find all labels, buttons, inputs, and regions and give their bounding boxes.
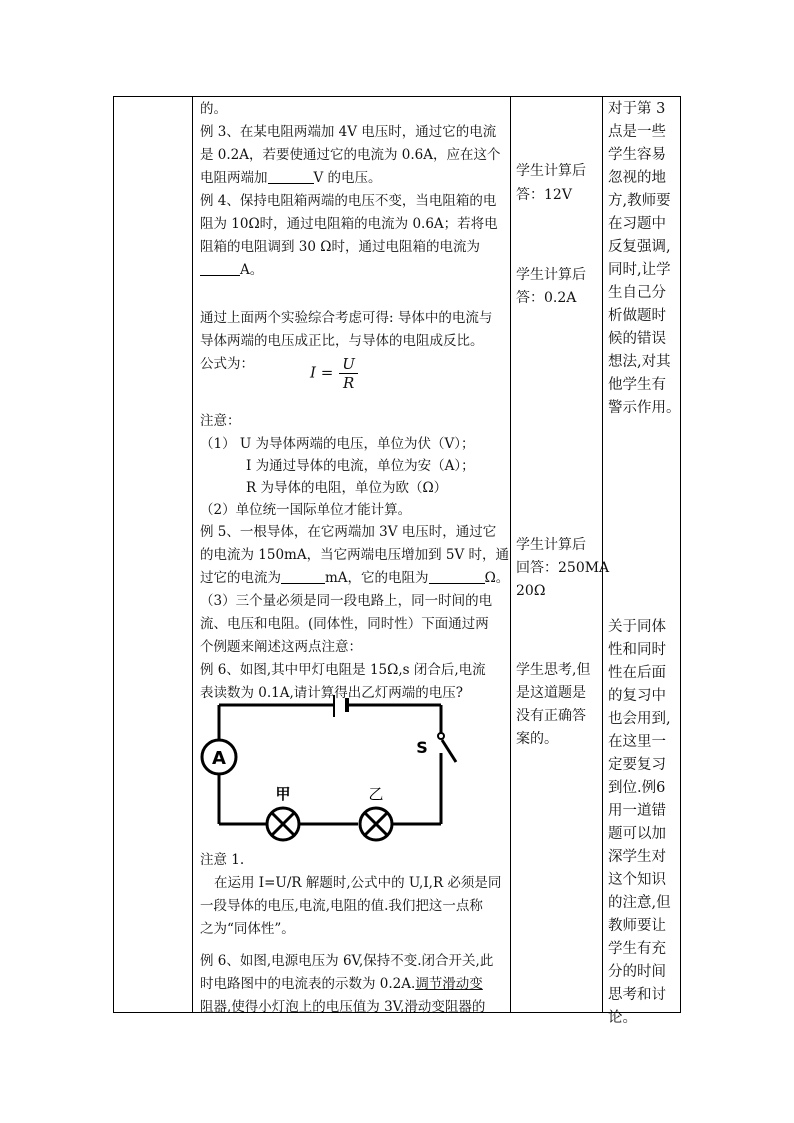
- formula-denominator: R: [342, 374, 355, 392]
- response-line: 答：0.2A: [516, 290, 577, 306]
- text-line: 的。: [200, 101, 227, 117]
- student-response-column: [516, 97, 610, 1012]
- text-span: mA，它的电阻为: [325, 570, 429, 586]
- example-6b-line: [200, 972, 510, 996]
- underlined-text: 阻器: [200, 999, 227, 1015]
- note-1-line: 之为“同体性”。: [200, 921, 295, 937]
- example-6-line: 表读数为 0.1A,请计算得出乙灯两端的电压?: [200, 685, 464, 701]
- example-6b-line: 例 6、如图,电源电压为 6V,保持不变.闭合开关,此: [200, 953, 494, 969]
- example-4-line: 阻箱的电阻调到 30 Ω时，通过电阻箱的电流为: [200, 239, 480, 255]
- formula-lhs: I =: [310, 363, 334, 382]
- response-line: 学生计算后: [516, 267, 586, 283]
- lamp-jia-icon: [267, 808, 299, 840]
- conclusion-line: 通过上面两个实验综合考虑可得: 导体中的电流与: [200, 310, 493, 326]
- notice-title: 注意：: [200, 413, 241, 429]
- lamp-yi-label: 乙: [368, 785, 384, 803]
- formula-numerator: U: [339, 355, 358, 374]
- example-3-blank-line: [200, 166, 510, 190]
- response-line: 学生思考,但: [516, 662, 591, 678]
- response-line: 学生计算后: [516, 163, 586, 179]
- column-divider: [510, 97, 511, 1012]
- circuit-diagram: [200, 695, 510, 851]
- response-line: 案的。: [516, 731, 558, 747]
- underlined-text: 调节滑动变: [415, 976, 483, 992]
- note-1-line: 在运用 I=U/R 解题时,公式中的 U,I,R 必须是同: [214, 875, 502, 891]
- lesson-table: [113, 96, 681, 1026]
- notice-line: （1） U 为导体两端的电压，单位为伏（V）；: [200, 436, 475, 452]
- answer-blank: [268, 167, 314, 184]
- response-line: 回答：250MA: [516, 560, 610, 576]
- teaching-content-column: [200, 97, 510, 1015]
- notice-line: I 为通过导体的电流，单位为安（A）；: [246, 458, 475, 474]
- formula-fraction: [339, 355, 358, 392]
- example-5-line: 的电流为 150mA，当它两端电压增加到 5V 时，通: [200, 547, 510, 563]
- design-notes-column: 对于第 3 点是一些 学生容易 忽视的地 方,教师要 在习题中 反复强调, 同时,让学 生自己分 析做题时 候的错误 想法,对其 他学生有 警示作用。 关于同体 性和同时 性在后面 的复习中 也会用到, 在这里一 定要复习 到位.例6 用一道错 题可以加 深学生对 这个知识 的注意,但 教师要让 学生有充 分的时间 思考和讨 论。: [608, 101, 681, 1026]
- text-span: V 的电压。: [313, 170, 382, 186]
- example-4-line: 例 4、保持电阻箱两端的电压不变，当电阻箱的电: [200, 193, 497, 209]
- example-5-blank-line: [200, 566, 510, 590]
- ammeter-label: A: [212, 748, 226, 769]
- notice-line: R 为导体的电阻，单位为欧（Ω）: [246, 480, 448, 496]
- response-line: 20Ω: [516, 583, 546, 599]
- switch-blade: [442, 740, 456, 762]
- example-6-line: 例 6、如图,其中甲灯电阻是 15Ω,s 闭合后,电流: [200, 662, 486, 678]
- example-3-line: 是 0.2A，若要使通过它的电流为 0.6A，应在这个: [200, 147, 501, 163]
- response-line: 没有正确答: [516, 708, 586, 724]
- ohms-law-formula: [310, 355, 358, 392]
- note-1-line: 一段导体的电压,电流,电阻的值.我们把这一点称: [200, 898, 483, 914]
- lamp-yi-icon: [360, 808, 392, 840]
- text-span: Ω。: [484, 570, 510, 586]
- battery-icon: [334, 695, 347, 717]
- column-divider: [602, 97, 603, 1012]
- conclusion-line: 导体两端的电压成正比，与导体的电阻成反比。: [200, 333, 484, 349]
- notice-line: （2）单位统一国际单位才能计算。: [200, 502, 412, 518]
- response-line: 学生计算后: [516, 537, 586, 553]
- column-divider: [192, 97, 193, 1012]
- text-span: 过它的电流为: [200, 570, 281, 586]
- answer-blank: [200, 259, 240, 276]
- text-span: 时电路图中的电流表的示数为 0.2A.: [200, 976, 416, 992]
- lamp-jia-label: 甲: [275, 785, 291, 803]
- text-span: ,使得小灯泡上的电压值为 3V,滑动变阻器的: [227, 999, 486, 1015]
- example-6b-line: [200, 995, 510, 1019]
- switch-pivot: [438, 733, 444, 739]
- note-1-title: 注意 1.: [200, 852, 245, 868]
- example-5-line: 例 5、一根导体，在它两端加 3V 电压时，通过它: [200, 524, 497, 540]
- example-4-line: 阻为 10Ω时，通过电阻箱的电流为 0.6A；若将电: [200, 216, 498, 232]
- switch-label: S: [416, 738, 428, 757]
- response-line: 答：12V: [516, 187, 572, 203]
- response-line: 是这道题是: [516, 685, 586, 701]
- answer-blank: [429, 567, 485, 584]
- example-3-line: 例 3、在某电阻两端加 4V 电压时，通过它的电流: [200, 124, 497, 140]
- notice-line: 流、电压和电阻。(同体性，同时性）下面通过两: [200, 616, 489, 632]
- notice-line: （3）三个量必须是同一段电路上，同一时间的电: [200, 593, 493, 609]
- example-4-blank-line: [200, 258, 510, 282]
- answer-blank: [281, 567, 325, 584]
- text-span: 电阻两端加: [200, 170, 268, 186]
- text-span: A。: [240, 262, 264, 278]
- formula-label: 公式为：: [200, 356, 254, 372]
- notice-line: 个例题来阐述这两点注意：: [200, 639, 362, 655]
